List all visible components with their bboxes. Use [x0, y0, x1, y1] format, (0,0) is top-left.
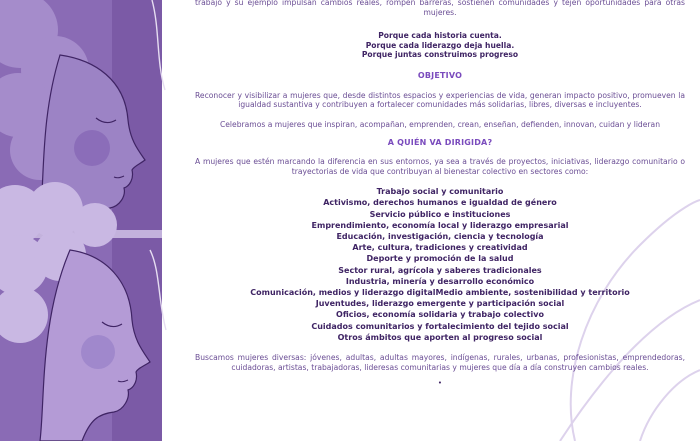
list-item: Trabajo social y comunitario [376, 187, 504, 197]
list-item: Arte, cultura, tradiciones y creatividad [352, 243, 528, 253]
list-item: Activismo, derechos humanos e igualdad de género [323, 198, 557, 208]
side-illustration [0, 0, 162, 441]
list-item: Otros ámbitos que aporten al progreso social [337, 332, 543, 342]
dirigida-intro: A mujeres que estén marcando la diferencia en sus entornos, ya sea a través de proyectos, iniciativas, liderazgo comunitario o trayectorias de vida que contribuyan al bienestar colectivo en sectores como: [195, 156, 685, 176]
list-item: Educación, investigación, ciencia y tecnología [336, 231, 544, 241]
section-heading-dirigida: A QUIÉN VA DIRIGIDA? [387, 138, 493, 148]
list-item: Deporte y promoción de la salud [366, 254, 514, 264]
list-item: Comunicación, medios y liderazgo digitalMedio ambiente, sostenibilidad y territorio [250, 287, 630, 297]
list-item: Industria, minería y desarrollo económico [345, 276, 535, 286]
tagline: Porque cada historia cuenta. [378, 31, 502, 41]
tagline: Porque juntas construimos progreso [361, 50, 519, 60]
list-item: Oficios, economía solidaria y trabajo colectivo [336, 310, 544, 320]
document-body [195, 0, 685, 389]
objetivo-paragraph: Reconocer y visibilizar a mujeres que, desde distintos espacios y experiencias de vida, generan impacto positivo, promueven la igualdad sustantiva y contribuyen a fortalecer comunidades más solidarias, libres, diversas e incluyentes. [195, 90, 685, 110]
list-item: Emprendimiento, economía local y liderazgo empresarial [311, 220, 569, 230]
sector-list [195, 186, 685, 343]
section-heading-objetivo: OBJETIVO [417, 70, 463, 80]
list-item: Sector rural, agrícola y saberes tradicionales [338, 265, 542, 275]
intro-paragraph-tail: trabajo y su ejemplo impulsan cambios reales, rompen barreras, sostienen comunidades y tejen oportunidades para otras mujeres. [195, 0, 685, 17]
closing-paragraph: Buscamos mujeres diversas: jóvenes, adultas, adultas mayores, indígenas, rurales, urbanas, profesionistas, emprendedoras, cuidadoras, artistas, trabajadoras, lideresas comunitarias y mujeres que día a día construyen cambios reales. [195, 352, 685, 372]
objetivo-paragraph: Celebramos a mujeres que inspiran, acompañan, emprenden, crean, enseñan, defienden, innovan, cuidan y lideran [219, 119, 661, 129]
list-item: Cuidados comunitarios y fortalecimiento del tejido social [311, 321, 569, 331]
list-item: Servicio público e instituciones [369, 209, 511, 219]
tagline: Porque cada liderazgo deja huella. [365, 40, 515, 50]
taglines [195, 31, 685, 60]
list-item: Juventudes, liderazgo emergente y participación social [315, 299, 565, 309]
bullet-marker: • [437, 379, 443, 388]
